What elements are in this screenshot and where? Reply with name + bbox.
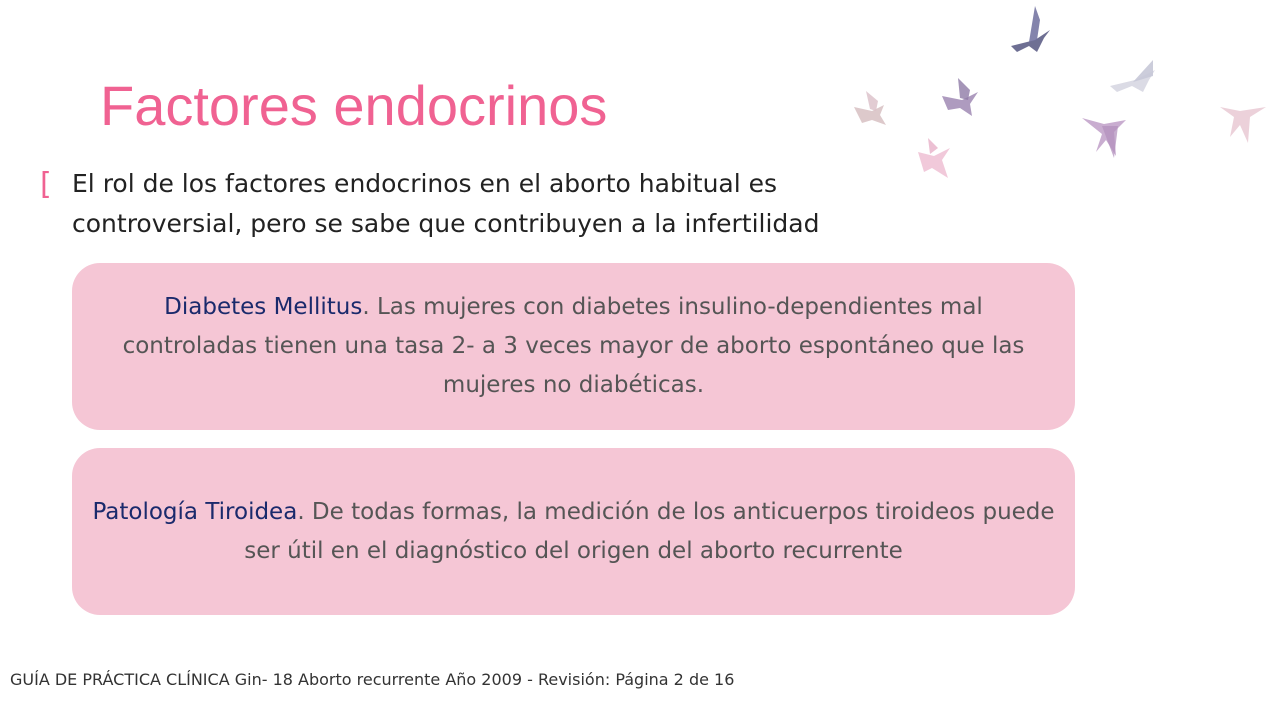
bird-icon [854,91,886,125]
intro-paragraph [40,164,1000,244]
intro-text [72,164,819,244]
diabetes-heading: Diabetes Mellitus [164,294,363,320]
diabetes-info-box [72,263,1075,430]
intro-line-1: El rol de los factores endocrinos en el aborto habitual es [72,169,778,198]
bird-icon [1220,107,1266,143]
intro-line-2: controversial, pero se sabe que contribuyen a la infertilidad [72,209,820,238]
bullet-bracket-icon: [ [40,167,52,202]
bird-icon [942,78,978,116]
thyroid-description: . De todas formas, la medición de los anticuerpos tiroideos puede ser útil en el diagnóstico del origen del aborto recurrente [244,498,1055,564]
bird-icon [1011,6,1050,52]
thyroid-heading: Patología Tiroidea [92,498,298,525]
diabetes-description: . Las mujeres con diabetes insulino-dependientes mal controladas tienen una tasa 2- a 3 veces mayor de aborto espontáneo que las mujeres no diabéticas. [122,294,1025,398]
thyroid-info-text [92,493,1055,571]
bird-icon [1082,118,1126,158]
slide-title: Factores endocrinos [100,74,608,137]
bird-icon [1110,60,1155,92]
footer-reference: GUÍA DE PRÁCTICA CLÍNICA Gin- 18 Aborto recurrente Año 2009 - Revisión: Página 2 de 16 [10,670,735,689]
thyroid-info-box [72,448,1075,615]
diabetes-info-text [94,288,1054,405]
